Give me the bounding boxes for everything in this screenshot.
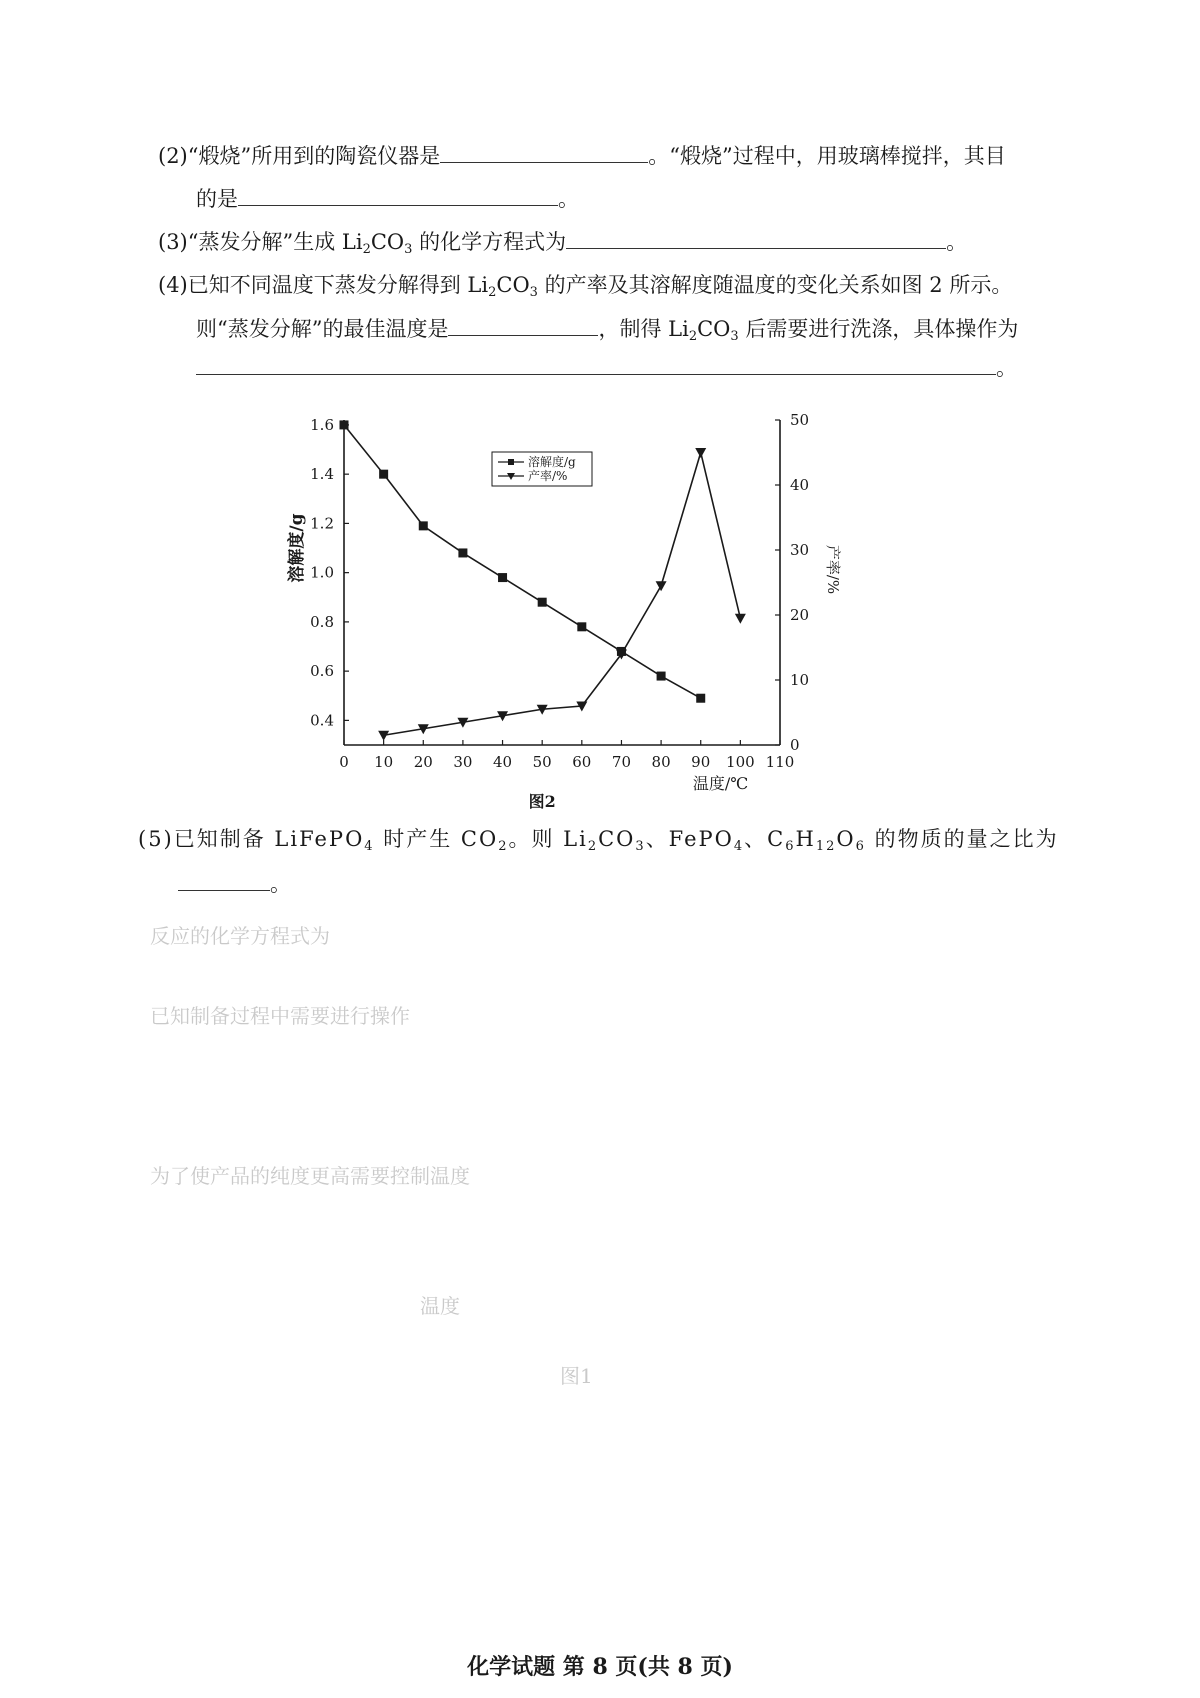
y-left-tick-label: 0.6: [310, 662, 334, 681]
solubility-point: [577, 622, 586, 631]
y-left-tick-label: 0.8: [310, 612, 334, 631]
legend-square-marker: [508, 459, 514, 465]
x-axis-label: 温度/℃: [692, 774, 749, 793]
chart-legend: [492, 452, 592, 486]
bleed-through-text: 图1: [560, 1364, 593, 1388]
question-4-line-2: 则“蒸发分解”的最佳温度是 ，制得 $Li_2CO_3$ 后需要进行洗涤，具体操作为: [0, 313, 1200, 344]
answer-blank-optimal-temperature[interactable]: [448, 313, 598, 336]
y-right-tick-label: 0: [790, 736, 800, 754]
y-axis-right-label: 产率/%: [824, 544, 842, 595]
figure-caption: 图2: [528, 792, 556, 811]
solubility-point: [696, 694, 705, 703]
y-right-tick-label: 50: [790, 411, 810, 429]
y-axis-left-label: 溶解度/g: [287, 513, 307, 583]
x-tick-label: 40: [492, 753, 513, 771]
yield-point: [695, 448, 706, 458]
solubility-point: [419, 521, 428, 530]
x-tick-label: 20: [413, 753, 433, 771]
y-left-tick-label: 1.0: [310, 563, 334, 582]
y-left-tick-label: 1.6: [310, 415, 334, 434]
chart-labels: [286, 513, 842, 811]
page-footer: 化学试题 第 8 页(共 8 页): [467, 1654, 733, 1680]
question-4-line-3: 。: [0, 352, 1200, 383]
y-left-tick-label: 1.2: [310, 514, 334, 533]
y-left-tick-label: 0.4: [310, 711, 334, 730]
series-line-yield: [384, 453, 741, 736]
question-5-line-1: (5)已知制备 LiFePO$_4$ 时产生 $CO_2$。则 $Li_2CO_3$、FePO$_4$、$C_6H_{12}O_6$ 的物质的量之比为: [138, 827, 1059, 854]
answer-blank-chemical-equation[interactable]: [566, 226, 946, 249]
legend-label: 产率/%: [528, 469, 568, 483]
x-tick-label: 80: [651, 753, 671, 771]
yield-point: [656, 581, 667, 591]
answer-blank-stirring-purpose[interactable]: [238, 183, 558, 206]
y-left-tick-label: 1.4: [310, 465, 334, 484]
yield-point: [378, 731, 389, 741]
question-2-line-1: (2)“煅烧”所用到的陶瓷仪器是 。“煅烧”过程中，用玻璃棒搅拌，其目: [0, 140, 1200, 171]
solubility-point: [498, 573, 507, 582]
y-right-tick-label: 10: [790, 671, 810, 689]
solubility-point: [657, 672, 666, 681]
x-tick-label: 0: [339, 753, 349, 771]
y-right-tick-label: 40: [790, 476, 810, 494]
x-tick-label: 110: [765, 753, 795, 771]
y-right-tick-label: 20: [790, 606, 810, 624]
x-tick-label: 70: [611, 753, 632, 771]
figure-2-chart: [280, 400, 890, 820]
x-tick-label: 90: [691, 753, 711, 771]
answer-blank-washing-operation[interactable]: [196, 352, 996, 375]
question-2-line-2: 的是 。: [0, 183, 1200, 214]
solubility-point: [458, 548, 467, 557]
legend-label: 溶解度/g: [528, 455, 576, 469]
bleed-through-text: 温度: [420, 1294, 460, 1318]
x-tick-label: 50: [532, 753, 552, 771]
answer-blank-ceramic-instrument[interactable]: [440, 140, 648, 163]
bleed-through-text: 反应的化学方程式为: [150, 924, 330, 948]
question-3: (3)“蒸发分解”生成 $Li_2CO_3$ 的化学方程式为 。: [0, 226, 1200, 257]
bleed-through-text: 为了使产品的纯度更高需要控制温度: [150, 1164, 470, 1188]
x-tick-label: 60: [572, 753, 592, 771]
bleed-through-text: 已知制备过程中需要进行操作: [150, 1004, 410, 1028]
solubility-point: [538, 598, 547, 607]
solubility-point: [340, 420, 349, 429]
question-5-line-2: 。: [0, 868, 1200, 899]
question-4-line-1: (4)已知不同温度下蒸发分解得到 $Li_2CO_3$ 的产率及其溶解度随温度的变化关系如图 2 所示。: [158, 273, 1013, 300]
answer-blank-mole-ratio[interactable]: [178, 868, 270, 891]
x-tick-label: 10: [374, 753, 394, 771]
x-tick-label: 100: [726, 753, 755, 771]
y-right-tick-label: 30: [790, 541, 810, 559]
x-tick-label: 30: [453, 753, 473, 771]
solubility-point: [379, 470, 388, 479]
yield-point: [735, 614, 746, 624]
